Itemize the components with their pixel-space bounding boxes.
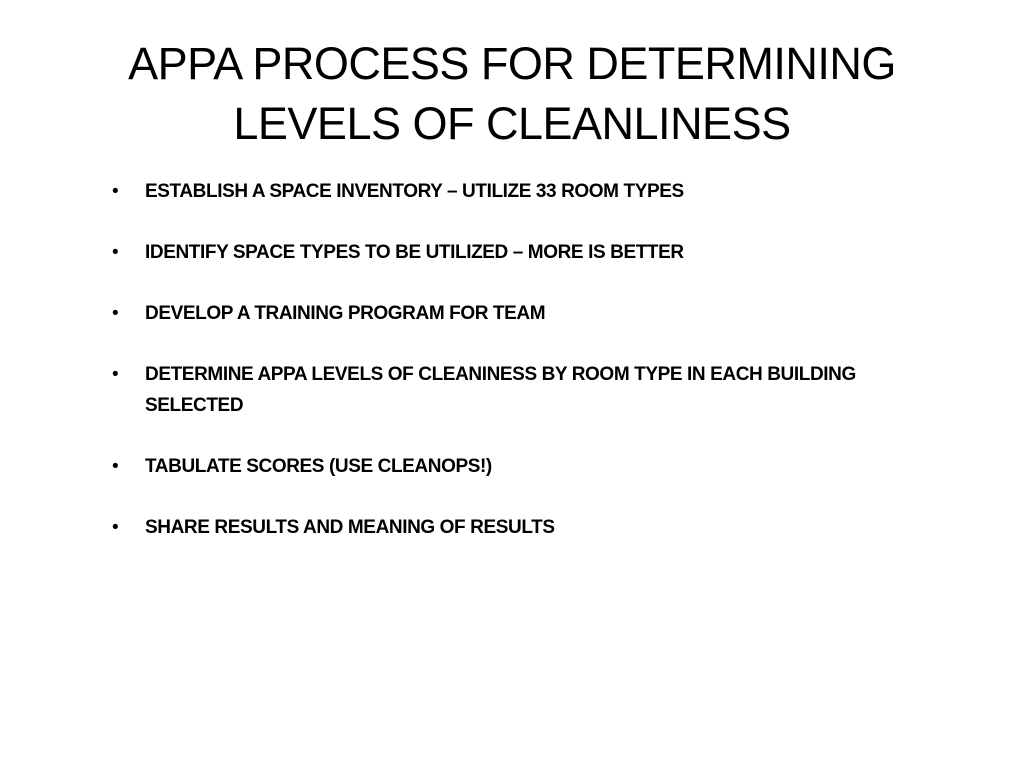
bullet-dot-icon: •: [112, 303, 119, 324]
bullet-text: ESTABLISH A SPACE INVENTORY – UTILIZE 33 ROOM TYPES: [145, 181, 684, 202]
bullet-text: TABULATE SCORES (USE CLEANOPS!): [145, 456, 492, 477]
bullet-text: DETERMINE APPA LEVELS OF CLEANINESS BY ROOM TYPE IN EACH BUILDING SELECTED: [145, 364, 856, 416]
bullet-text: DEVELOP A TRAINING PROGRAM FOR TEAM: [145, 303, 546, 324]
bullet-dot-icon: •: [112, 517, 119, 538]
bullet-item-tabulate-scores: [112, 451, 912, 482]
bullet-text: IDENTIFY SPACE TYPES TO BE UTILIZED – MORE IS BETTER: [145, 242, 684, 263]
bullet-item-establish-inventory: [112, 176, 912, 207]
bullet-item-identify-space-types: [112, 237, 912, 268]
bullet-item-training-program: [112, 298, 912, 329]
bullet-dot-icon: •: [112, 242, 119, 263]
bullet-text: SHARE RESULTS AND MEANING OF RESULTS: [145, 517, 555, 538]
bullet-list: [112, 176, 912, 573]
slide-title-line-1: APPA PROCESS FOR DETERMINING: [128, 38, 896, 89]
slide-title: [60, 34, 964, 154]
slide-title-line-2: LEVELS OF CLEANLINESS: [233, 98, 791, 149]
bullet-dot-icon: •: [112, 456, 119, 477]
bullet-item-share-results: [112, 512, 912, 543]
bullet-dot-icon: •: [112, 364, 119, 385]
bullet-dot-icon: •: [112, 181, 119, 202]
bullet-item-determine-levels: [112, 359, 912, 421]
